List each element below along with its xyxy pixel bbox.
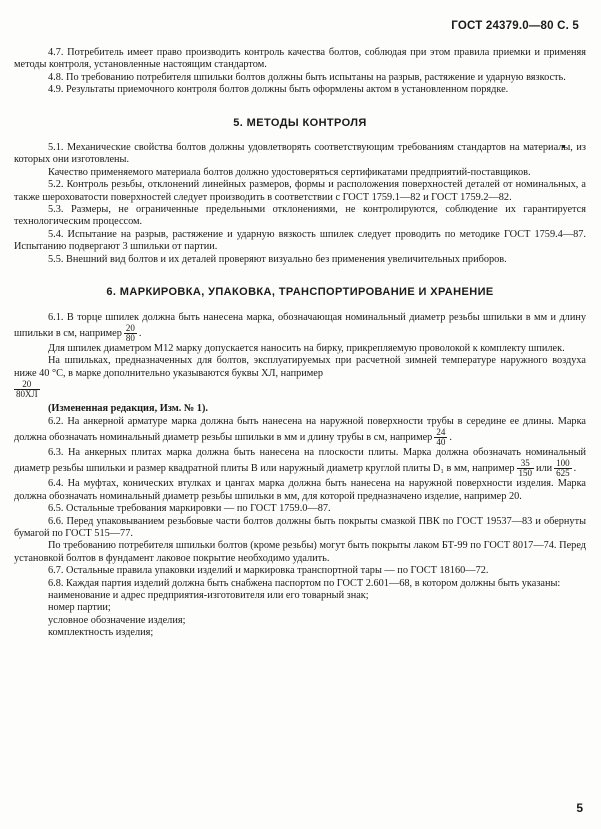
- paragraph-6-8: 6.8. Каждая партия изделий должна быть снабжена паспортом по ГОСТ 2.601—68, в котором должны быть указаны:: [48, 577, 561, 589]
- paragraph-6-7: 6.7. Остальные правила упаковки изделий и маркировка транспортной тары — по ГОСТ 18160—72.: [48, 565, 489, 577]
- paragraph-6-6: 6.6. Перед упаковыванием резьбовые части болтов должны быть покрыты смазкой ПВК по ГОСТ 19537—83 и обернуты бумагой по ГОСТ 515—77.: [14, 515, 586, 539]
- paragraph-6-1-text: 6.1. В торце шпилек должна быть нанесена марка, обозначающая номинальный диаметр резьбы шпильки в мм и длину шпильки в см, например: [14, 311, 586, 339]
- fraction-20-80hl-line: [14, 380, 586, 399]
- fraction-100-625: $\frac{100}{625}$: [556, 458, 570, 479]
- paragraph-6-1-b: Для шпилек диаметром М12 марку допускается наносить на бирку, прикрепляемую проволокой к комплекту шпилек.: [48, 342, 565, 354]
- page-number: 5: [576, 801, 583, 815]
- paragraph-5-4: 5.4. Испытание на разрыв, растяжение и ударную вязкость шпилек следует проводить по методике ГОСТ 1759.4—87. Испытанию подвергают 3 шпильки от партии.: [14, 228, 586, 253]
- paragraph-6-6-b: По требованию потребителя шпильки болтов (кроме резьбы) могут быть покрыты лаком БТ-99 по ГОСТ 8017—74. Перед установкой болтов в фундамент лаковое покрытие необходимо удалить.: [14, 540, 586, 564]
- fraction-24-40: $\frac{24}{40}$: [436, 426, 446, 447]
- paragraph-4-8: 4.8. По требованию потребителя шпильки болтов должны быть испытаны на разрыв, растяжение и ударную вязкость.: [48, 71, 566, 83]
- fraction-35-150: $\frac{35}{150}$: [518, 458, 532, 479]
- passport-list-item: условное обозначение изделия;: [48, 614, 186, 626]
- page-header: ГОСТ 24379.0—80 С. 5: [451, 20, 579, 32]
- passport-list-item: наименование и адрес предприятия-изготовителя или его товарный знак;: [48, 590, 369, 601]
- passport-list-item: комплектность изделия;: [48, 627, 154, 639]
- document-body: [14, 47, 586, 640]
- section-6-heading: 6. МАРКИРОВКА, УПАКОВКА, ТРАНСПОРТИРОВАНИЕ И ХРАНЕНИЕ: [106, 286, 494, 299]
- paragraph-6-4: 6.4. На муфтах, конических втулках и цангах марка должна быть нанесена на наружной поверхности изделия. Марка должна обозначать номинальный диаметр резьбы шпильки в мм, для которой предназначено изделие, например 20.: [14, 478, 586, 502]
- fraction-20-80: $\frac{20}{80}$: [125, 322, 135, 343]
- passport-list-item: номер партии;: [48, 602, 111, 614]
- paragraph-6-5: 6.5. Остальные требования маркировки — по ГОСТ 1759.0—87.: [48, 503, 331, 515]
- section-5-heading: 5. МЕТОДЫ КОНТРОЛЯ: [233, 116, 367, 129]
- paragraph-5-1: 5.1. Механические свойства болтов должны удовлетворять соответствующим требованиям стандартов на материалы, из которых они изготовлены.: [14, 142, 586, 166]
- paragraph-6-2: 6.2. На анкерной арматуре марка должна быть нанесена на наружной поверхности трубы в середине ее длины. Марка должна обозначать номинальный диаметр резьбы шпильки в мм и длину трубы в см, например $\frac{24}{40}$ .: [14, 415, 586, 447]
- paragraph-6-3: 6.3. На анкерных плитах марка должна быть нанесена на плоскости плиты. Марка должна обозначать номинальный диаметр резьбы шпильки и размер квадратной плиты B или наружный диаметр круглой плиты D₁ в мм, например $\frac{35}{150}$ или $\frac{100}{625}$ .: [14, 446, 586, 479]
- fraction-20-80hl: 20 80ХЛ: [16, 379, 38, 400]
- paragraph-5-2: 5.2. Контроль резьбы, отклонений линейных размеров, формы и расположения поверхностей деталей от номинальных, а также шероховатости поверхностей следует производить в соответствии с ГОСТ 1759.1—82 и ГОСТ 1759.2—82.: [14, 179, 586, 203]
- paragraph-5-1-b: Качество применяемого материала болтов должно удостоверяться сертификатами предприятий-поставщиков.: [48, 166, 531, 178]
- paragraph-4-7: 4.7. Потребитель имеет право производить контроль качества болтов, соблюдая при этом правила приемки и применяя методы контроля, установленные настоящим стандартом.: [14, 47, 586, 71]
- edit-note: (Измененная редакция, Изм. № 1).: [48, 403, 208, 415]
- paragraph-4-9: 4.9. Результаты приемочного контроля болтов должны быть оформлены актом в установленном порядке.: [48, 84, 509, 96]
- paragraph-5-5: 5.5. Внешний вид болтов и их деталей проверяют визуально без применения увеличительных приборов.: [48, 253, 507, 265]
- paragraph-5-3: 5.3. Размеры, не ограниченные предельными отклонениями, не контролируются, соблюдение их гарантируется технологическим процессом.: [14, 204, 586, 228]
- paragraph-6-1: 6.1. В торце шпилек должна быть нанесена марка, обозначающая номинальный диаметр резьбы шпильки в мм и длину шпильки в см, например $\frac{20}{80}$ .: [14, 311, 586, 343]
- paragraph-6-1-c: На шпильках, предназначенных для болтов, эксплуатируемых при расчетной зимней температуре наружного воздуха ниже 40 °С, в марке дополнительно указываются буквы ХЛ, например: [14, 355, 586, 379]
